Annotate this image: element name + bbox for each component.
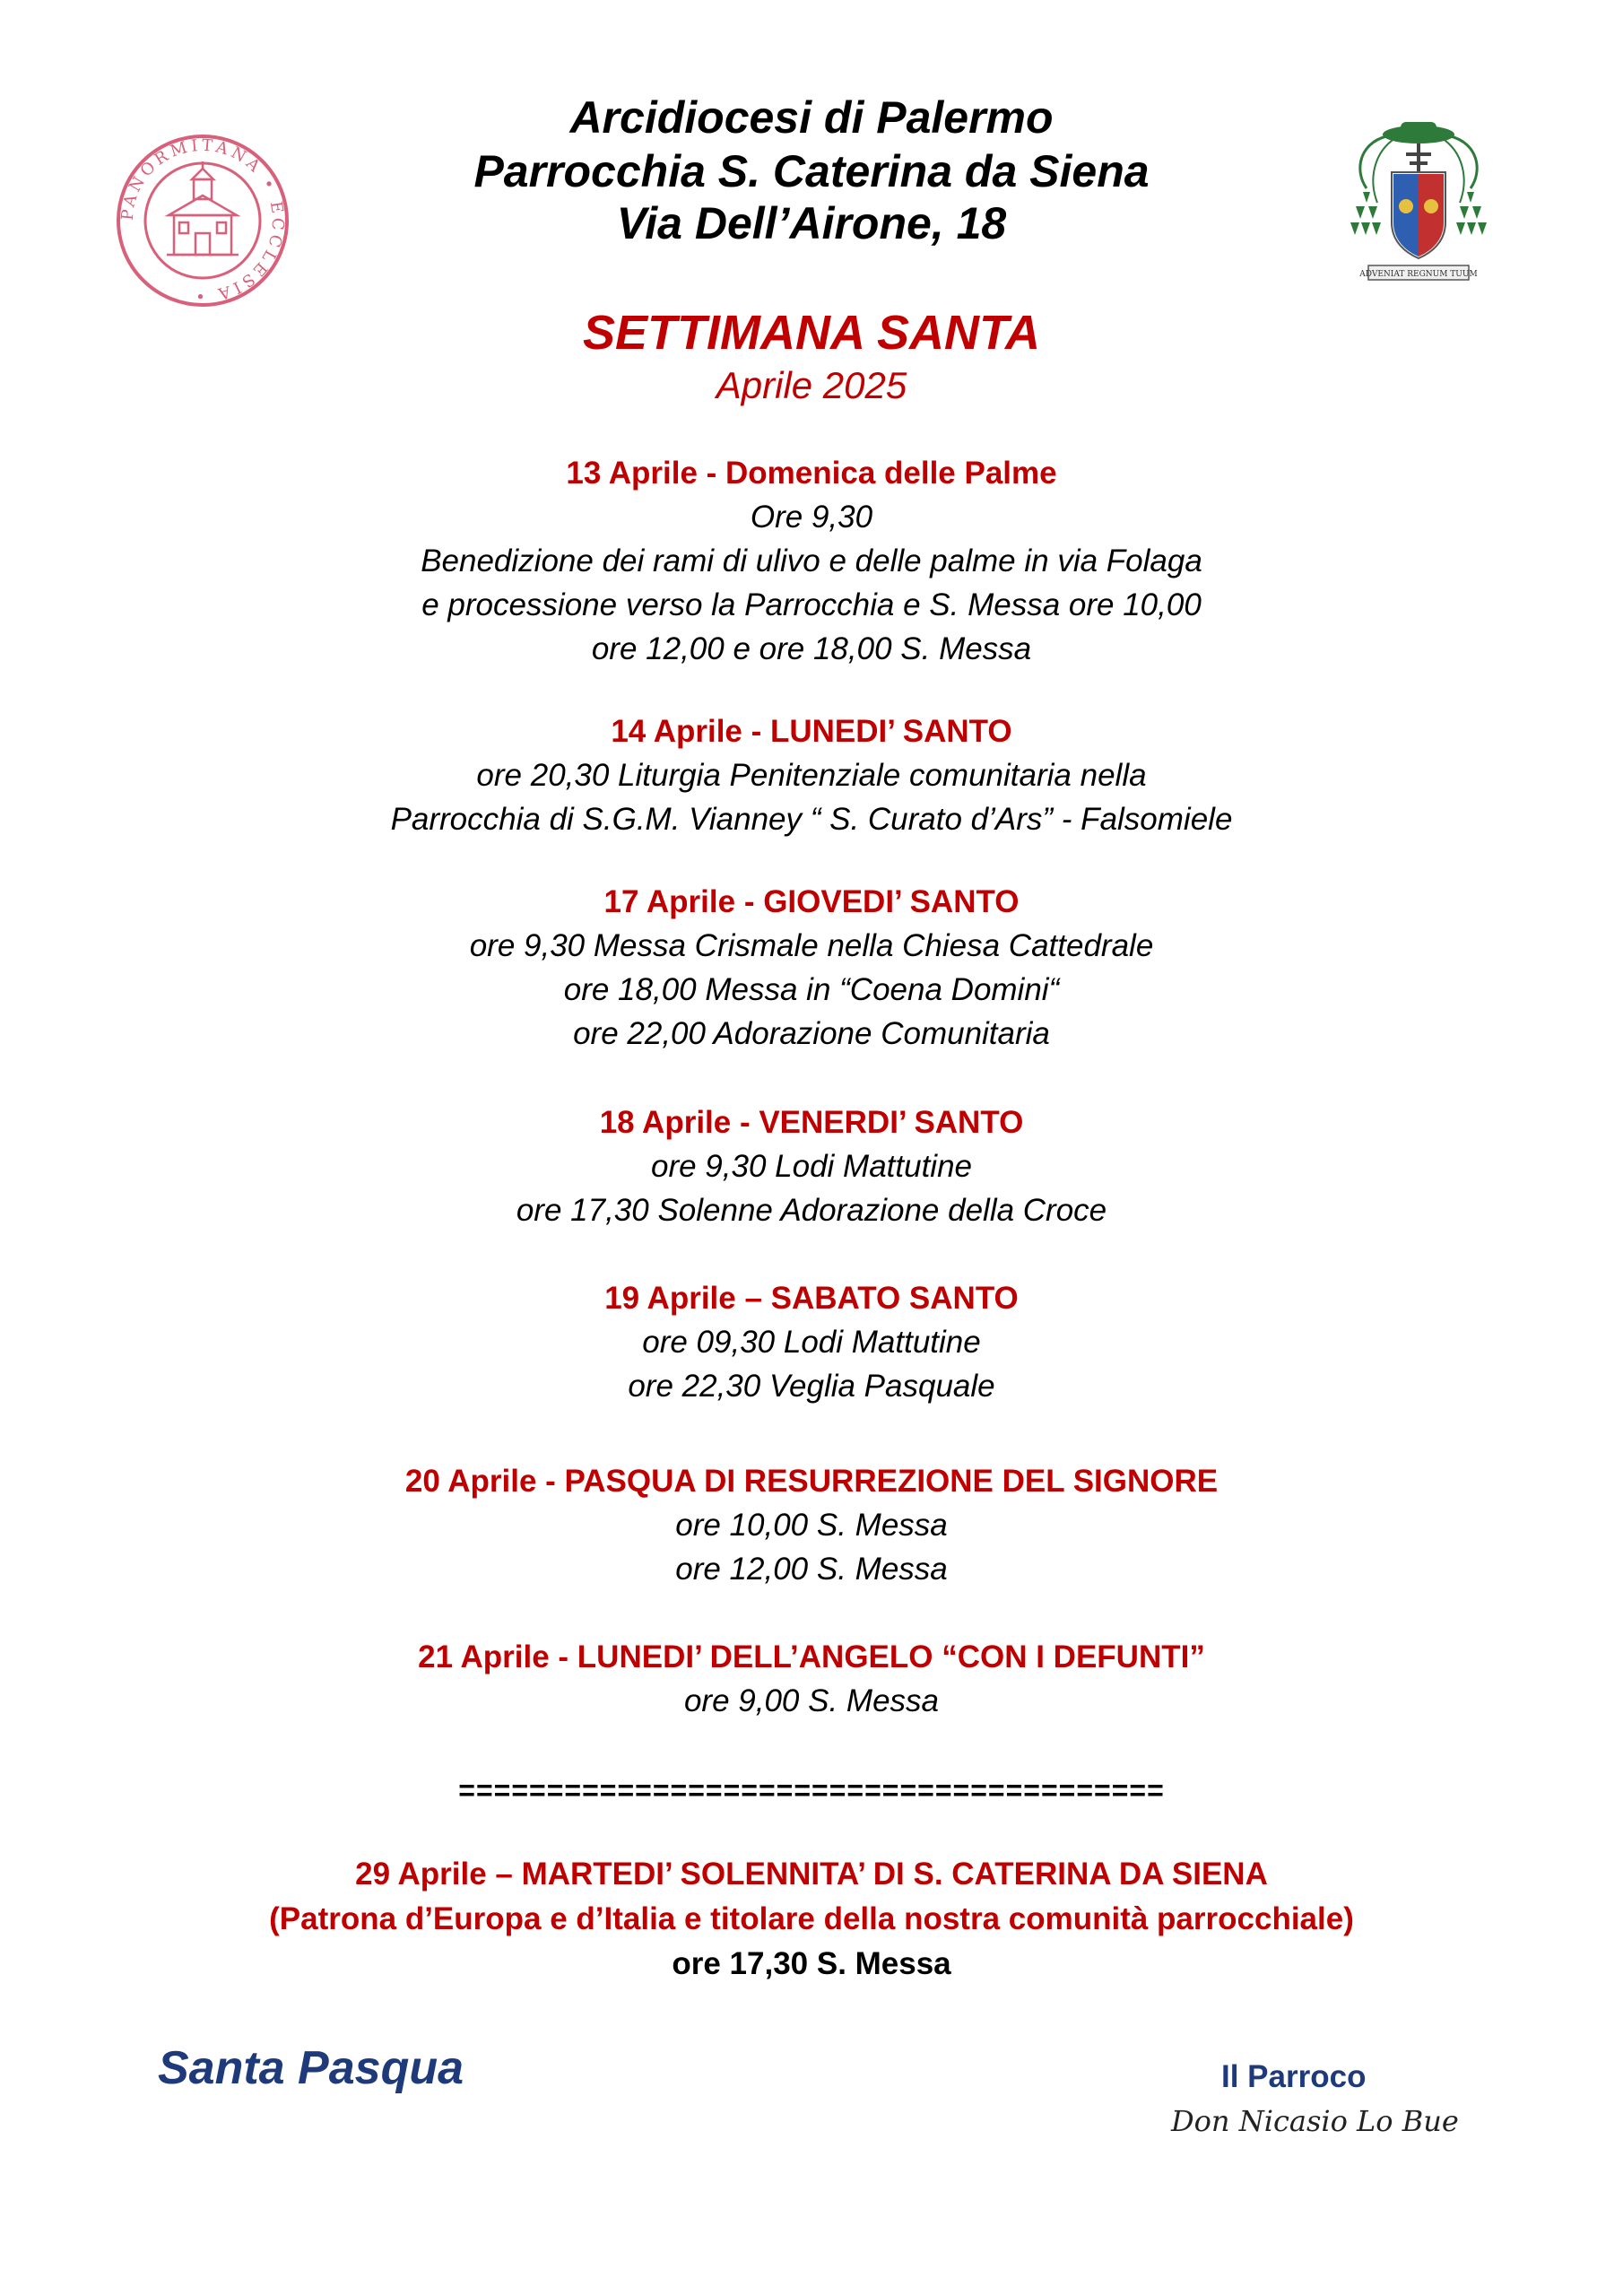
special-event-title: 29 Aprile – MARTEDI’ SOLENNITA’ DI S. CATERINA DA SIENA: [355, 1857, 1268, 1892]
event-line: ore 9,00 S. Messa: [683, 1683, 940, 1718]
event-line: e processione verso la Parrocchia e S. Messa ore 10,00: [421, 587, 1202, 622]
event-line: Ore 9,30: [750, 500, 873, 535]
signature: Don Nicasio Lo Bue: [1171, 2104, 1459, 2138]
event-block: [0, 1464, 1623, 1591]
event-block: [0, 884, 1623, 1056]
event-block: [0, 1281, 1623, 1408]
page-subtitle: Aprile 2025: [716, 364, 907, 406]
special-event-time: ore 17,30 S. Messa: [672, 1946, 951, 1981]
event-block: [0, 1639, 1623, 1723]
event-line: ore 18,00 Messa in “Coena Domini“: [563, 972, 1060, 1007]
event-line: ore 12,00 S. Messa: [675, 1552, 948, 1587]
event-line: ore 22,30 Veglia Pasquale: [628, 1369, 995, 1404]
greeting-text: Santa Pasqua: [158, 2042, 464, 2094]
header-parish: Parrocchia S. Caterina da Siena: [473, 146, 1150, 196]
svg-text:PANORMITANA • ECCLESIA •: PANORMITANA • ECCLESIA •: [117, 135, 288, 306]
svg-text:ADVENIAT REGNUM TUUM: ADVENIAT REGNUM TUUM: [1359, 270, 1478, 279]
event-title: 13 Aprile - Domenica delle Palme: [566, 456, 1057, 491]
event-title: 21 Aprile - LUNEDI’ DELL’ANGELO “CON I DEFUNTI”: [418, 1639, 1205, 1674]
event-block: [0, 714, 1623, 841]
event-line: ore 9,30 Messa Crismale nella Chiesa Cattedrale: [469, 928, 1154, 963]
special-event-subtitle: (Patrona d’Europa e d’Italia e titolare della nostra comunità parrocchiale): [269, 1901, 1354, 1936]
event-line: ore 17,30 Solenne Adorazione della Croce: [516, 1193, 1107, 1228]
event-title: 14 Aprile - LUNEDI’ SANTO: [611, 714, 1012, 749]
event-title: 20 Aprile - PASQUA DI RESURREZIONE DEL SIGNORE: [404, 1464, 1219, 1499]
event-line: ore 10,00 S. Messa: [675, 1508, 948, 1543]
header-archdiocese: Arcidiocesi di Palermo: [569, 92, 1054, 143]
parish-priest-role: Il Parroco: [1221, 2059, 1367, 2094]
event-block: [0, 456, 1623, 671]
separator-line: ========================================: [458, 1774, 1165, 1806]
event-line: ore 20,30 Liturgia Penitenziale comunitaria nella: [476, 758, 1147, 793]
event-title: 19 Aprile – SABATO SANTO: [604, 1281, 1019, 1316]
event-line: Benedizione dei rami di ulivo e delle palme in via Folaga: [421, 544, 1202, 578]
header-address: Via Dell’Airone, 18: [616, 198, 1007, 248]
event-line: Parrocchia di S.G.M. Vianney “ S. Curato d’Ars” - Falsomiele: [390, 802, 1233, 837]
event-block: [0, 1105, 1623, 1232]
special-event-block: [0, 1857, 1623, 1982]
event-line: ore 9,30 Lodi Mattutine: [650, 1149, 972, 1184]
event-title: 18 Aprile - VENERDI’ SANTO: [599, 1105, 1024, 1140]
event-line: ore 09,30 Lodi Mattutine: [642, 1325, 981, 1360]
event-line: ore 22,00 Adorazione Comunitaria: [573, 1016, 1050, 1051]
page-title: SETTIMANA SANTA: [583, 306, 1040, 360]
event-title: 17 Aprile - GIOVEDI’ SANTO: [603, 884, 1020, 919]
event-line: ore 12,00 e ore 18,00 S. Messa: [591, 631, 1032, 666]
